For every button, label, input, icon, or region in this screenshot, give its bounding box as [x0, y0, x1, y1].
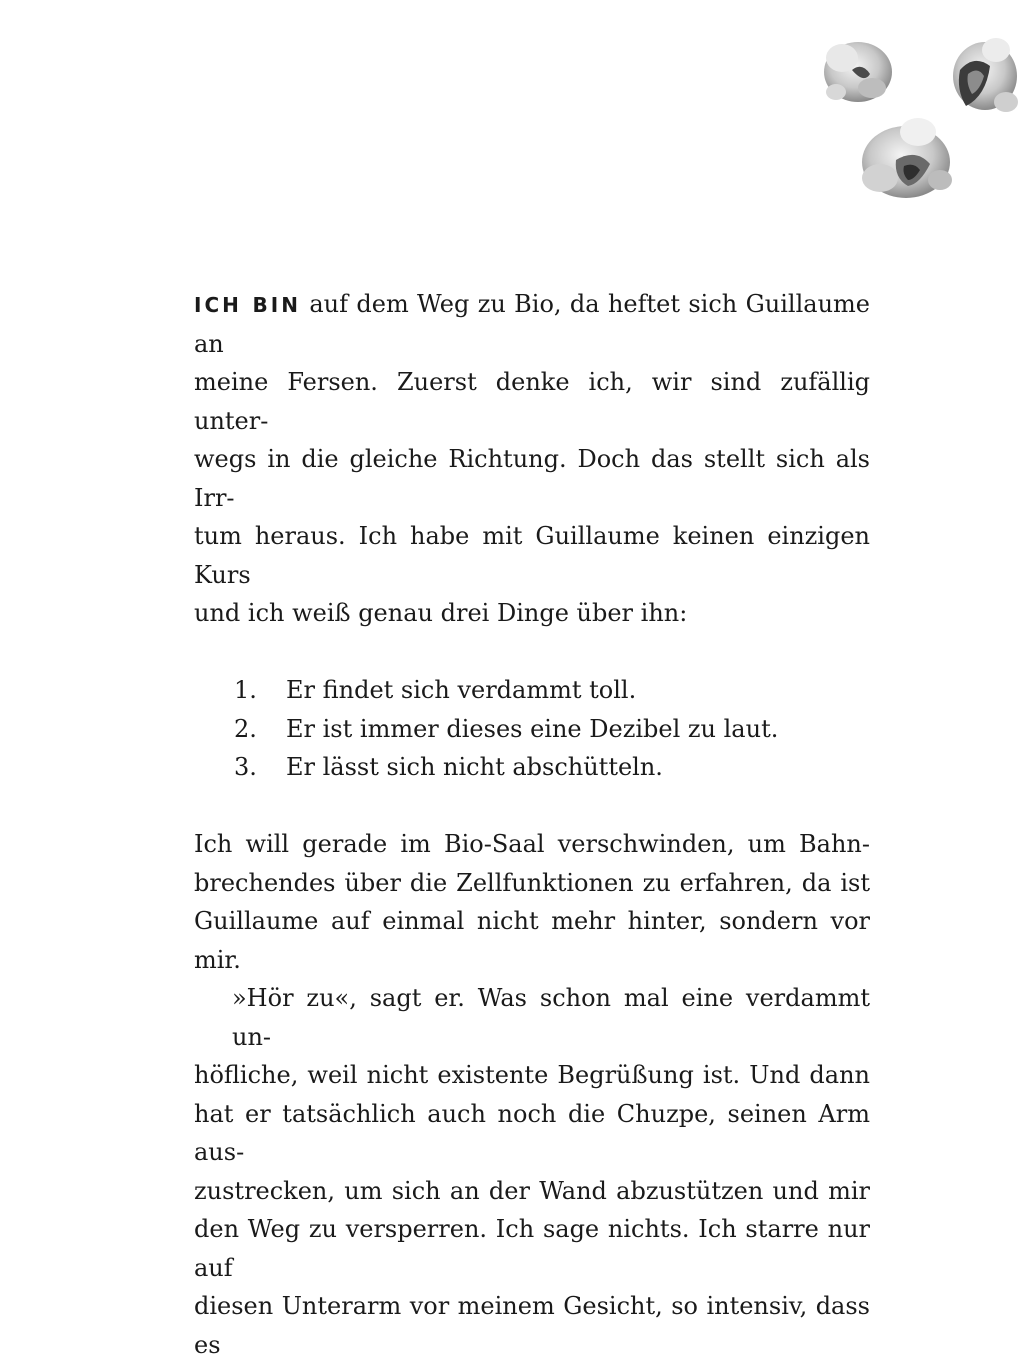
text-line: zustrecken, um sich an der Wand abzustützen und mir [194, 1176, 870, 1205]
text-line: Ich will gerade im Bio-Saal verschwinden, um Bahn- [194, 830, 870, 858]
text-line: ICH BIN auf dem Weg zu Bio, da heftet sich Guillaume an [194, 290, 870, 358]
text-line: hat er tatsächlich auch noch die Chuzpe, seinen Arm aus- [194, 1099, 870, 1166]
list-item: 1. Er findet sich verdammt toll. [234, 676, 637, 704]
text-line: »Hör zu«, sagt er. Was schon mal eine verdammt un- [232, 984, 870, 1051]
list-item: 2. Er ist immer dieses eine Dezibel zu laut. [234, 714, 779, 743]
popcorn-kernel-1 [824, 42, 892, 102]
book-text [194, 285, 870, 1364]
popcorn-icon [800, 10, 1021, 210]
popcorn-kernel-2 [953, 38, 1018, 112]
text-line: meine Fersen. Zuerst denke ich, wir sind zufällig unter- [194, 368, 870, 435]
facts-list [194, 671, 870, 787]
text-line: und ich weiß genau drei Dinge über ihn: [194, 599, 688, 627]
text-line: Guillaume auf einmal nicht mehr hinter, sondern vor mir. [194, 907, 870, 974]
popcorn-kernel-3 [862, 118, 952, 198]
text-line: den Weg zu versperren. Ich sage nichts. Ich starre nur auf [194, 1215, 870, 1282]
list-item: 3. Er lässt sich nicht abschütteln. [234, 753, 663, 781]
text-line: diesen Unterarm vor meinem Gesicht, so intensiv, dass es [194, 1292, 870, 1359]
text-line: höfliche, weil nicht existente Begrüßung ist. Und dann [194, 1061, 870, 1089]
text-line: brechendes über die Zellfunktionen zu erfahren, da ist [194, 868, 870, 897]
text-line: tum heraus. Ich habe mit Guillaume keinen einzigen Kurs [194, 522, 870, 589]
text-line: wegs in die gleiche Richtung. Doch das stellt sich als Irr- [194, 445, 870, 512]
lead-in: ICH BIN [194, 293, 301, 317]
